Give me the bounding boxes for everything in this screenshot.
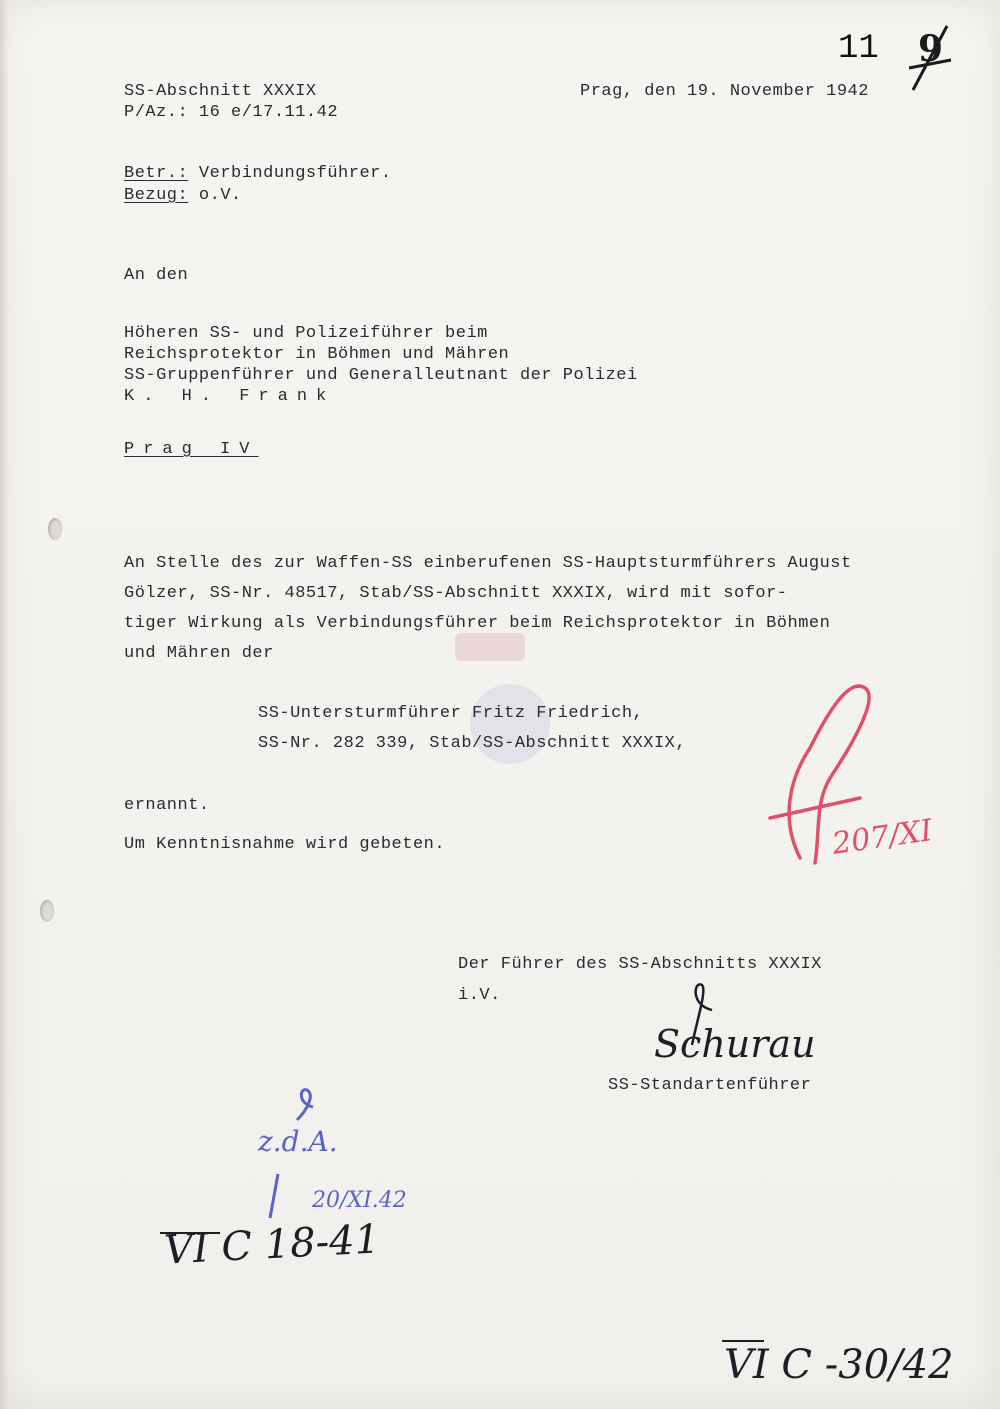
blue-tick-icon xyxy=(260,1168,290,1228)
betr-label: Betr.: xyxy=(124,164,189,183)
paper-edge-shadow xyxy=(0,0,8,1409)
faint-red-stamp xyxy=(455,633,525,661)
place-date: Prag, den 19. November 1942 xyxy=(580,82,869,101)
recipient-name: K. H. Frank xyxy=(124,387,336,406)
body-line: Gölzer, SS-Nr. 48517, Stab/SS-Abschnitt XXXIX, wird mit sofor- xyxy=(124,584,788,603)
body-line: An Stelle des zur Waffen-SS einberufenen SS-Hauptsturmführers August xyxy=(124,554,852,573)
salutation: An den xyxy=(124,266,189,285)
filing-code-1: VI C 18-41 xyxy=(162,1216,382,1274)
red-initial-date: 207/XI xyxy=(830,813,935,862)
body-line: und Mähren der xyxy=(124,644,274,663)
blue-mark-icon xyxy=(285,1085,325,1125)
reference-number: P/Az.: 16 e/17.11.42 xyxy=(124,103,339,122)
ernannt-text: ernannt. xyxy=(124,796,210,815)
sender-unit: SS-Abschnitt XXXIX xyxy=(124,82,317,101)
subject-line xyxy=(124,164,392,184)
old-page-number: 9 xyxy=(918,28,944,70)
punch-hole-bottom xyxy=(40,900,54,922)
body-line: tiger Wirkung als Verbindungsführer beim Reichsprotektor in Böhmen xyxy=(124,614,831,633)
appointee-line: SS-Nr. 282 339, Stab/SS-Abschnitt XXXIX, xyxy=(258,734,687,753)
page-number: 11 xyxy=(838,30,879,68)
filing-code-2-overline xyxy=(722,1340,764,1342)
betr-value: Verbindungsführer. xyxy=(188,164,392,183)
recipient-city: Prag IV xyxy=(124,440,259,459)
signature: Schurau xyxy=(654,1022,816,1066)
recipient-line: SS-Gruppenführer und Generalleutnant der Polizei xyxy=(124,366,638,385)
blue-note-zda: z.d.A. xyxy=(258,1125,338,1158)
strike-mark-icon xyxy=(905,20,955,100)
recipient-line: Reichsprotektor in Böhmen und Mähren xyxy=(124,345,510,364)
recipient-line: Höheren SS- und Polizeiführer beim xyxy=(124,324,488,343)
request-text: Um Kenntnisnahme wird gebeten. xyxy=(124,835,446,854)
signature-title: Der Führer des SS-Abschnitts XXXIX xyxy=(458,955,822,974)
bezug-value: o.V. xyxy=(188,186,242,205)
reference-line xyxy=(124,186,242,206)
signature-flourish-icon xyxy=(672,980,732,1050)
bezug-label: Bezug: xyxy=(124,186,189,205)
iv-text: i.V. xyxy=(458,986,501,1005)
filing-code-overline xyxy=(160,1232,220,1234)
filing-code-2: VI C -30/42 xyxy=(724,1342,954,1388)
appointee-line: SS-Untersturmführer Fritz Friedrich, xyxy=(258,704,644,723)
punch-hole-top xyxy=(48,518,62,540)
blue-note-date: 20/XI.42 xyxy=(312,1188,407,1213)
signature-rank: SS-Standartenführer xyxy=(608,1076,812,1095)
